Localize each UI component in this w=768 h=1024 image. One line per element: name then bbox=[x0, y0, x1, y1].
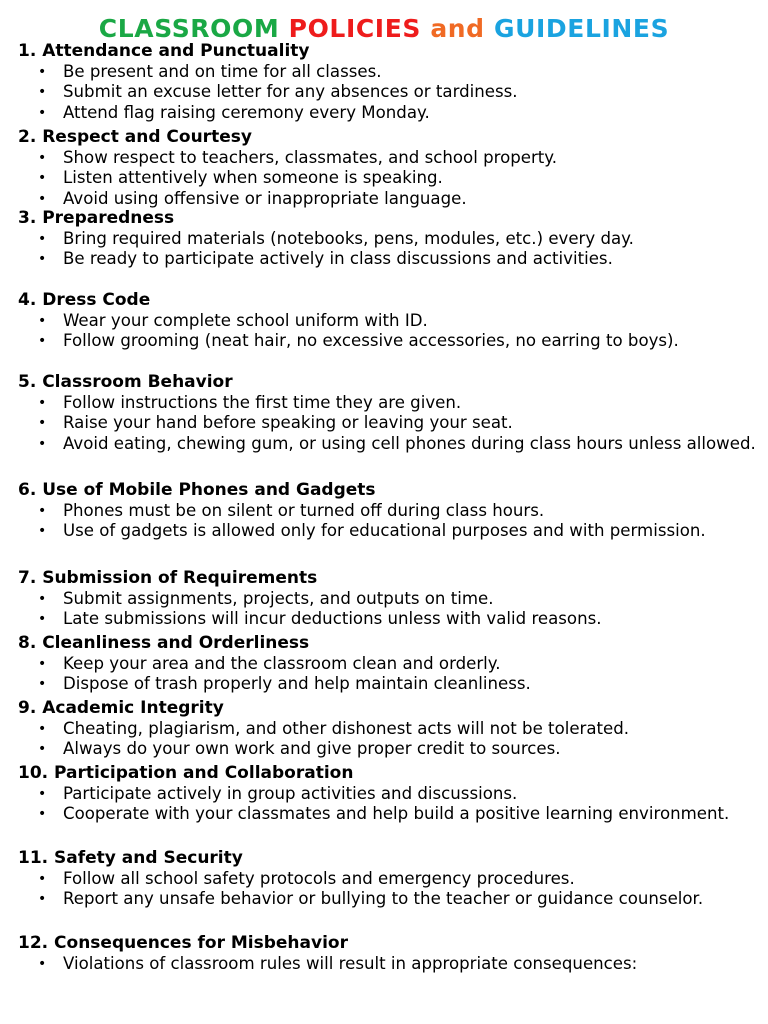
bullet-list bbox=[18, 869, 763, 910]
list-item bbox=[18, 311, 763, 331]
list-item-text: Follow instructions the first time they are given. bbox=[63, 393, 462, 412]
list-item-text: Use of gadgets is allowed only for educational purposes and with permission. bbox=[63, 521, 706, 541]
list-item-text: Dispose of trash properly and help maintain cleanliness. bbox=[63, 674, 531, 694]
list-item-text: Report any unsafe behavior or bullying to the teacher or guidance counselor. bbox=[63, 889, 704, 909]
bullet-list bbox=[18, 501, 763, 542]
list-item bbox=[18, 148, 763, 168]
list-item bbox=[18, 889, 763, 909]
title-word: GUIDELINES bbox=[494, 14, 670, 43]
title-word: CLASSROOM bbox=[98, 14, 280, 43]
list-item bbox=[18, 103, 763, 123]
bullet-icon: • bbox=[38, 170, 47, 187]
bullet-icon: • bbox=[38, 591, 47, 607]
bullet-icon: • bbox=[38, 676, 47, 693]
section-heading: 6. Use of Mobile Phones and Gadgets bbox=[18, 480, 376, 500]
policy-section bbox=[18, 290, 763, 352]
section-heading: 9. Academic Integrity bbox=[18, 698, 224, 718]
list-item-text: Be present and on time for all classes. bbox=[63, 62, 382, 81]
list-item bbox=[18, 434, 763, 454]
policy-section bbox=[18, 933, 763, 974]
list-item-text: Avoid using offensive or inappropriate language. bbox=[63, 188, 467, 208]
list-item-text: Submit assignments, projects, and outputs on time. bbox=[63, 589, 494, 608]
section-heading: 8. Cleanliness and Orderliness bbox=[18, 633, 310, 653]
list-item bbox=[18, 168, 763, 188]
bullet-icon: • bbox=[38, 871, 47, 887]
list-item bbox=[18, 189, 763, 209]
list-item-text: Submit an excuse letter for any absences or tardiness. bbox=[63, 82, 518, 102]
bullet-list bbox=[18, 654, 763, 695]
bullet-icon: • bbox=[38, 721, 47, 737]
bullet-icon: • bbox=[38, 84, 47, 101]
bullet-icon: • bbox=[38, 611, 47, 628]
bullet-list bbox=[18, 229, 763, 270]
bullet-icon: • bbox=[38, 523, 47, 540]
list-item bbox=[18, 739, 763, 759]
list-item bbox=[18, 804, 763, 824]
policy-section bbox=[18, 480, 763, 542]
list-item-text: Always do your own work and give proper credit to sources. bbox=[63, 739, 561, 759]
list-item bbox=[18, 413, 763, 433]
list-item bbox=[18, 609, 763, 629]
section-heading: 2. Respect and Courtesy bbox=[18, 127, 252, 147]
bullet-icon: • bbox=[38, 333, 47, 350]
bullet-icon: • bbox=[38, 251, 47, 268]
list-item bbox=[18, 393, 763, 413]
policy-section bbox=[18, 208, 763, 270]
policy-section bbox=[18, 127, 763, 209]
list-item-text: Follow grooming (neat hair, no excessive accessories, no earring to boys). bbox=[63, 331, 679, 351]
list-item-text: Attend flag raising ceremony every Monday. bbox=[63, 102, 430, 122]
policy-section bbox=[18, 372, 763, 454]
bullet-icon: • bbox=[38, 435, 47, 452]
section-heading: 4. Dress Code bbox=[18, 290, 151, 310]
policy-section bbox=[18, 763, 763, 825]
policy-section bbox=[18, 41, 763, 123]
list-item-text: Cooperate with your classmates and help build a positive learning environment. bbox=[63, 804, 730, 824]
list-item-text: Avoid eating, chewing gum, or using cell phones during class hours unless allowed. bbox=[63, 433, 756, 453]
bullet-icon: • bbox=[38, 231, 47, 247]
list-item bbox=[18, 521, 763, 541]
list-item-text: Late submissions will incur deductions unless with valid reasons. bbox=[63, 609, 602, 629]
section-heading: 11. Safety and Security bbox=[18, 848, 243, 868]
list-item-text: Listen attentively when someone is speaking. bbox=[63, 168, 443, 188]
section-heading: 5. Classroom Behavior bbox=[18, 372, 233, 392]
policy-section bbox=[18, 848, 763, 910]
bullet-icon: • bbox=[38, 190, 47, 207]
policy-section bbox=[18, 633, 763, 695]
section-heading: 3. Preparedness bbox=[18, 208, 175, 228]
list-item bbox=[18, 954, 763, 974]
list-item-text: Raise your hand before speaking or leaving your seat. bbox=[63, 413, 513, 433]
bullet-icon: • bbox=[38, 313, 47, 329]
bullet-icon: • bbox=[38, 806, 47, 823]
list-item bbox=[18, 719, 763, 739]
list-item bbox=[18, 62, 763, 82]
list-item-text: Bring required materials (notebooks, pens, modules, etc.) every day. bbox=[63, 229, 634, 248]
bullet-list bbox=[18, 589, 763, 630]
bullet-list bbox=[18, 311, 763, 352]
bullet-icon: • bbox=[38, 503, 47, 519]
list-item-text: Keep your area and the classroom clean and orderly. bbox=[63, 654, 501, 673]
section-heading: 7. Submission of Requirements bbox=[18, 568, 318, 588]
bullet-icon: • bbox=[38, 786, 47, 802]
list-item-text: Participate actively in group activities and discussions. bbox=[63, 784, 518, 803]
list-item-text: Follow all school safety protocols and emergency procedures. bbox=[63, 869, 575, 888]
list-item-text: Phones must be on silent or turned off during class hours. bbox=[63, 501, 545, 520]
list-item bbox=[18, 501, 763, 521]
bullet-icon: • bbox=[38, 741, 47, 758]
section-heading: 10. Participation and Collaboration bbox=[18, 763, 354, 783]
bullet-list bbox=[18, 784, 763, 825]
bullet-list bbox=[18, 954, 763, 974]
list-item bbox=[18, 229, 763, 249]
list-item-text: Cheating, plagiarism, and other dishonest acts will not be tolerated. bbox=[63, 719, 630, 738]
bullet-icon: • bbox=[38, 64, 47, 80]
list-item bbox=[18, 331, 763, 351]
policy-section bbox=[18, 698, 763, 760]
bullet-list bbox=[18, 393, 763, 454]
bullet-list bbox=[18, 148, 763, 209]
list-item bbox=[18, 249, 763, 269]
list-item bbox=[18, 589, 763, 609]
bullet-icon: • bbox=[38, 415, 47, 432]
title-word: and bbox=[430, 14, 485, 43]
list-item bbox=[18, 674, 763, 694]
policy-section bbox=[18, 568, 763, 630]
list-item bbox=[18, 784, 763, 804]
title-word: POLICIES bbox=[288, 14, 421, 43]
bullet-icon: • bbox=[38, 956, 47, 972]
bullet-icon: • bbox=[38, 395, 47, 411]
list-item-text: Be ready to participate actively in class discussions and activities. bbox=[63, 249, 613, 269]
bullet-icon: • bbox=[38, 150, 47, 166]
list-item-text: Wear your complete school uniform with ID. bbox=[63, 311, 428, 330]
section-heading: 1. Attendance and Punctuality bbox=[18, 41, 310, 61]
bullet-list bbox=[18, 62, 763, 123]
bullet-list bbox=[18, 719, 763, 760]
list-item-text: Violations of classroom rules will result in appropriate consequences: bbox=[63, 954, 638, 973]
bullet-icon: • bbox=[38, 656, 47, 672]
bullet-icon: • bbox=[38, 891, 47, 908]
list-item-text: Show respect to teachers, classmates, and school property. bbox=[63, 148, 558, 167]
list-item bbox=[18, 869, 763, 889]
section-heading: 12. Consequences for Misbehavior bbox=[18, 933, 348, 953]
list-item bbox=[18, 82, 763, 102]
bullet-icon: • bbox=[38, 104, 47, 121]
list-item bbox=[18, 654, 763, 674]
